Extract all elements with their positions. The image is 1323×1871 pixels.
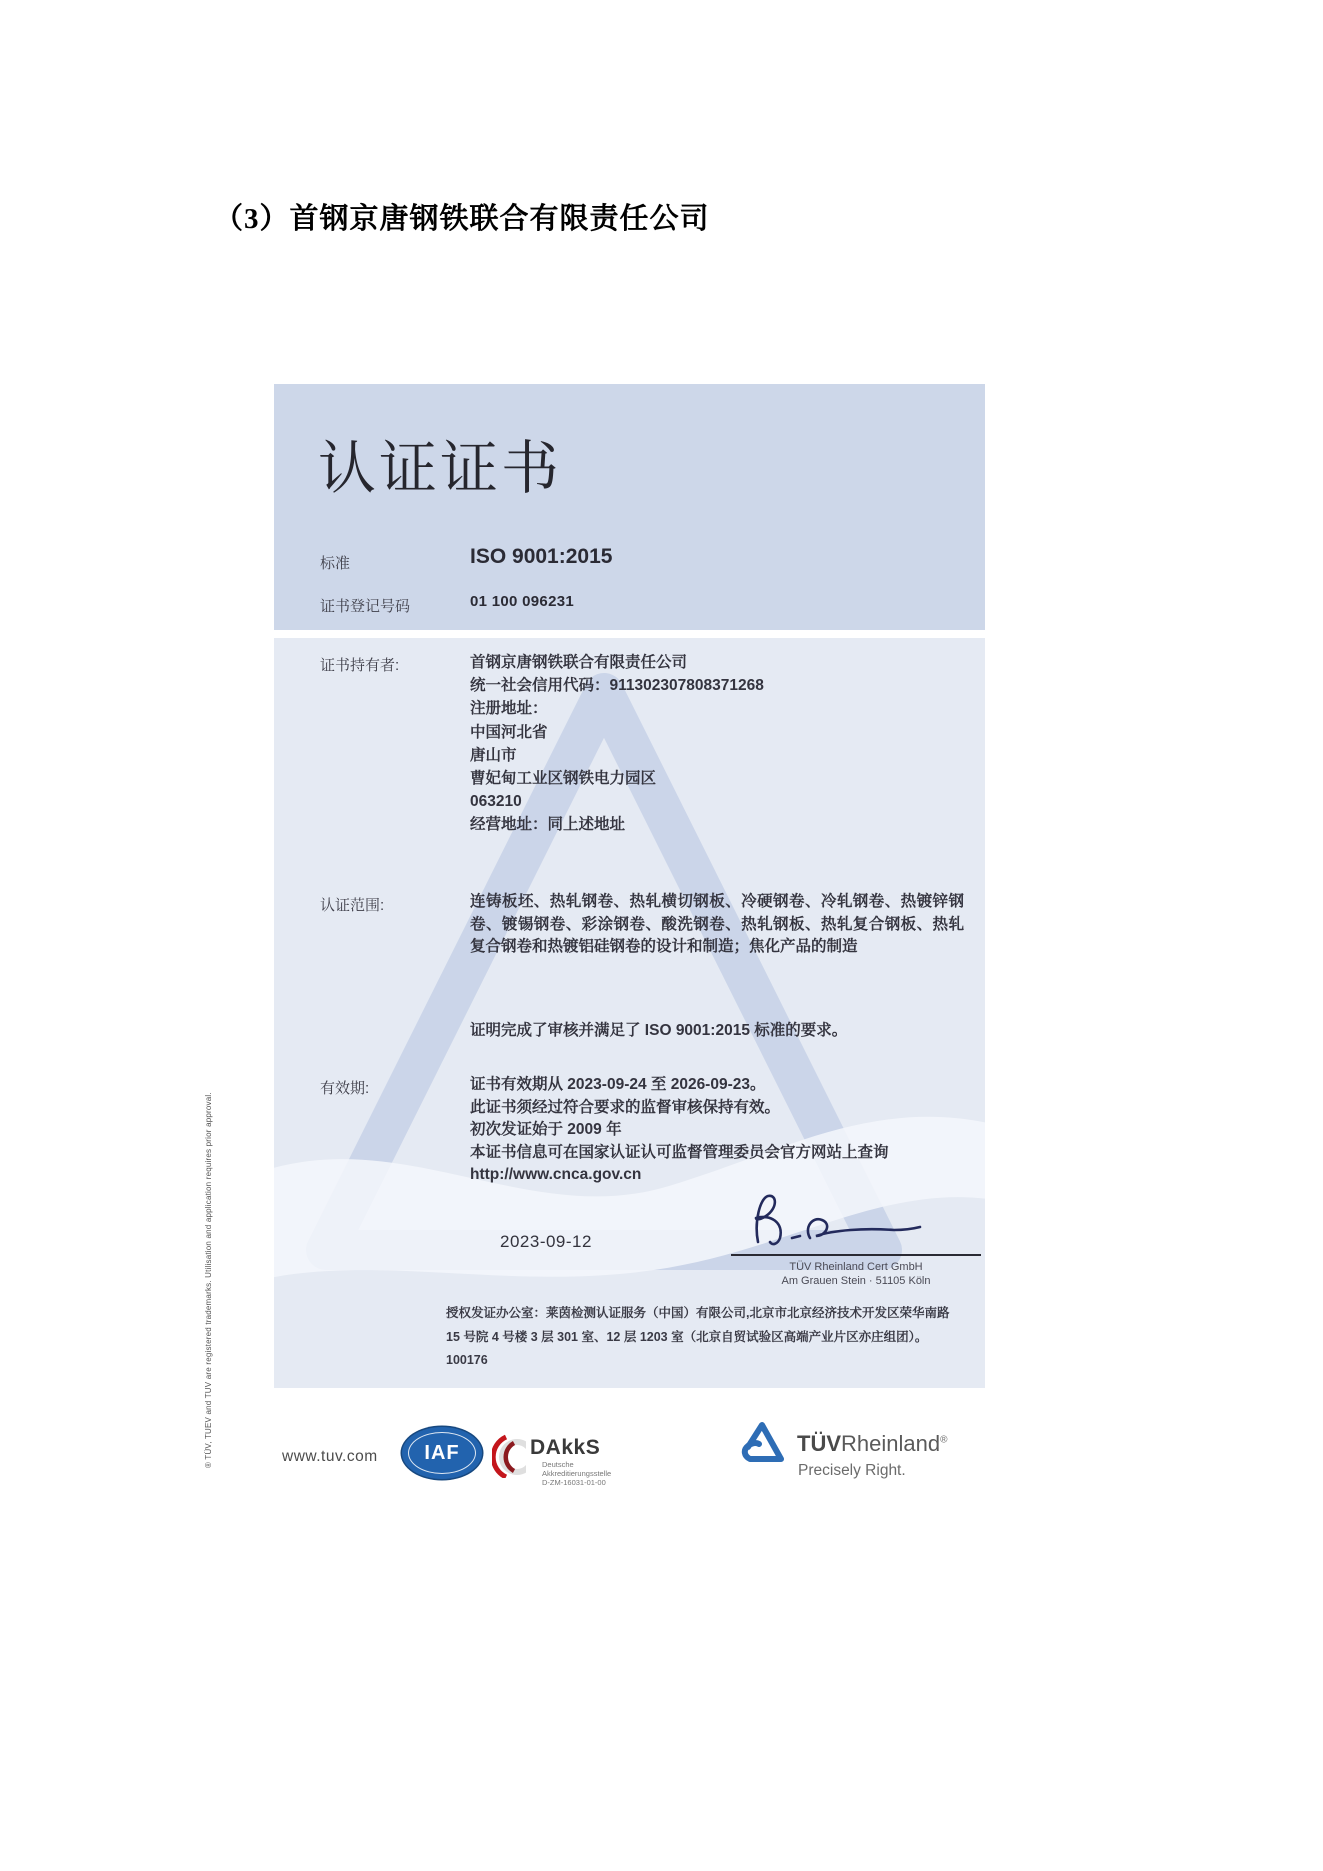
holder-address-line: 曹妃甸工业区钢铁电力园区 bbox=[470, 770, 657, 788]
registration-number-label: 证书登记号码 bbox=[320, 598, 411, 615]
registered-mark: ® bbox=[940, 1434, 948, 1446]
issue-date: 2023-09-12 bbox=[500, 1232, 592, 1251]
holder-details bbox=[470, 651, 764, 837]
validity-details bbox=[470, 1074, 889, 1187]
tuv-website-text: www.tuv.com bbox=[282, 1448, 378, 1465]
holder-address-line: 注册地址： bbox=[470, 700, 548, 718]
holder-address-line: 063210 bbox=[470, 793, 522, 811]
lookup-note: 本证书信息可在国家认证认可监督管理委员会官方网站上查询 bbox=[470, 1143, 889, 1161]
certificate-body bbox=[274, 638, 985, 1388]
holder-label: 证书持有者: bbox=[320, 657, 400, 674]
tuv-tagline: Precisely Right. bbox=[798, 1462, 906, 1479]
signer-organization: TÜV Rheinland Cert GmbH bbox=[789, 1261, 923, 1273]
signature bbox=[744, 1188, 929, 1250]
trademark-side-note: ® TÜV, TUEV and TUV are registered trademarks. Utilisation and application requires prior approval. bbox=[204, 1092, 213, 1468]
dakks-arcs-icon bbox=[492, 1432, 526, 1478]
holder-name: 首钢京唐钢铁联合有限责任公司 bbox=[470, 654, 688, 671]
dakks-sub-line: Akkreditierungsstelle bbox=[542, 1469, 612, 1478]
validity-label: 有效期: bbox=[320, 1080, 370, 1097]
signature-line bbox=[731, 1254, 981, 1256]
signer-address: Am Grauen Stein · 51105 Köln bbox=[781, 1275, 931, 1287]
tuv-word-bold: TÜV bbox=[797, 1431, 841, 1456]
iaf-logo bbox=[402, 1427, 482, 1479]
issuing-office bbox=[446, 1302, 1011, 1373]
holder-address-line: 中国河北省 bbox=[470, 723, 548, 741]
page-title: （3）首钢京唐钢铁联合有限责任公司 bbox=[214, 203, 710, 235]
tuv-triangle-icon bbox=[737, 1420, 787, 1466]
certificate-header bbox=[274, 384, 985, 630]
registration-number-value: 01 100 096231 bbox=[470, 593, 574, 610]
dakks-sub-line: D-ZM-16031-01-00 bbox=[542, 1478, 606, 1487]
holder-address-line: 唐山市 bbox=[470, 746, 517, 764]
issuing-office-line: 授权发证办公室：莱茵检测认证服务（中国）有限公司,北京市北京经济技术开发区荣华南路 bbox=[446, 1306, 950, 1320]
first-issue: 初次发证始于 2009 年 bbox=[470, 1121, 622, 1139]
issuing-office-line: 15 号院 4 号楼 3 层 301 室、12 层 1203 室（北京自贸试验区高端产业片区亦庄组团）。 bbox=[446, 1329, 928, 1344]
dakks-logo bbox=[492, 1432, 632, 1487]
certificate-title: 认证证书 bbox=[318, 436, 563, 501]
audit-statement: 证明完成了审核并满足了 ISO 9001:2015 标准的要求。 bbox=[470, 1022, 848, 1039]
tuv-word-rest: Rheinland bbox=[841, 1431, 941, 1456]
scope-text: 连铸板坯、热轧钢卷、热轧横切钢板、冷硬钢卷、冷轧钢卷、热镀锌钢卷、镀锡钢卷、彩涂钢卷、酸洗钢卷、热轧钢板、热轧复合钢板、热轧复合钢卷和热镀铝硅钢卷的设计和制造；焦化产品的制造 bbox=[470, 893, 964, 955]
iaf-label: IAF bbox=[424, 1441, 460, 1464]
issuing-office-line: 100176 bbox=[446, 1353, 488, 1367]
holder-address-line: 经营地址：同上述地址 bbox=[470, 816, 626, 834]
tuv-rheinland-wordmark bbox=[797, 1431, 947, 1457]
standard-value: ISO 9001:2015 bbox=[470, 545, 613, 568]
dakks-sub-line: Deutsche bbox=[542, 1460, 574, 1469]
dakks-subtext bbox=[542, 1460, 611, 1487]
standard-label: 标准 bbox=[320, 555, 351, 572]
holder-credit-code: 统一社会信用代码：911302307808371268 bbox=[470, 677, 764, 695]
scope-label: 认证范围: bbox=[320, 897, 385, 914]
dakks-name: DAkkS bbox=[530, 1436, 601, 1459]
validity-condition: 此证书须经过符合要求的监督审核保持有效。 bbox=[470, 1098, 781, 1116]
cnca-url: http://www.cnca.gov.cn bbox=[470, 1166, 642, 1184]
validity-period: 证书有效期从 2023-09-24 至 2026-09-23。 bbox=[470, 1076, 766, 1093]
